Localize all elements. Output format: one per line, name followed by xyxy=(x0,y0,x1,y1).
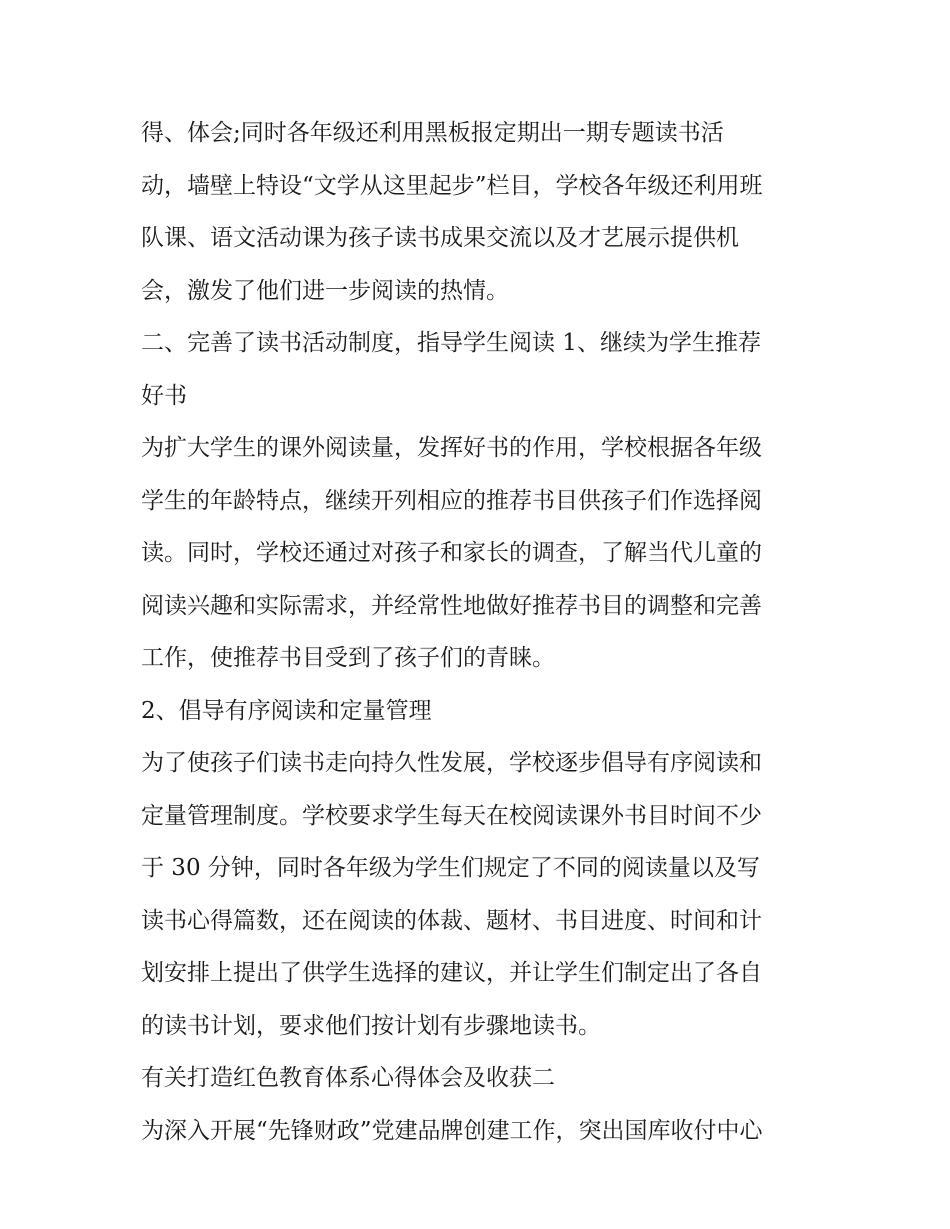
section-heading: 好书 xyxy=(141,382,187,409)
text-line: 得、体会;同时各年级还利用黑板报定期出一期专题读书活 xyxy=(141,120,724,146)
text-line: 阅读兴趣和实际需求，并经常性地做好推荐书目的调整和完善 xyxy=(141,592,762,619)
text-line: 为扩大学生的课外阅读量，发挥好书的作用，学校根据各年级 xyxy=(141,435,762,461)
section-title: 有关打造红色教育体系心得体会及收获二 xyxy=(141,1065,555,1091)
document-body xyxy=(141,107,821,1157)
section-heading: 2、倡导有序阅读和定量管理 xyxy=(141,697,432,724)
text-line: 为深入开展“先锋财政”党建品牌创建工作，突出国库收付中心 xyxy=(141,1117,763,1144)
text-line: 为了使孩子们读书走向持久性发展，学校逐步倡导有序阅读和 xyxy=(141,750,762,776)
text-line: 的读书计划，要求他们按计划有步骤地读书。 xyxy=(141,1012,601,1039)
text-line: 学生的年龄特点，继续开列相应的推荐书目供孩子们作选择阅 xyxy=(141,487,762,514)
text-line: 动，墙壁上特设“文学从这里起步”栏目，学校各年级还利用班 xyxy=(141,172,763,199)
text-line: 队课、语文活动课为孩子读书成果交流以及才艺展示提供机 xyxy=(141,225,739,251)
text-line: 于 30 分钟，同时各年级为学生们规定了不同的阅读量以及写 xyxy=(141,855,760,881)
text-line: 会，激发了他们进一步阅读的热情。 xyxy=(141,277,509,304)
text-line: 读书心得篇数，还在阅读的体裁、题材、书目进度、时间和计 xyxy=(141,907,762,934)
text-line: 工作，使推荐书目受到了孩子们的青睐。 xyxy=(141,645,555,671)
text-line: 读。同时，学校还通过对孩子和家长的调查，了解当代儿童的 xyxy=(141,540,762,566)
text-line: 划安排上提出了供学生选择的建议，并让学生们制定出了各自 xyxy=(141,960,762,986)
section-heading: 二、完善了读书活动制度，指导学生阅读 1、继续为学生推荐 xyxy=(141,330,761,356)
text-line: 定量管理制度。学校要求学生每天在校阅读课外书目时间不少 xyxy=(141,802,762,829)
